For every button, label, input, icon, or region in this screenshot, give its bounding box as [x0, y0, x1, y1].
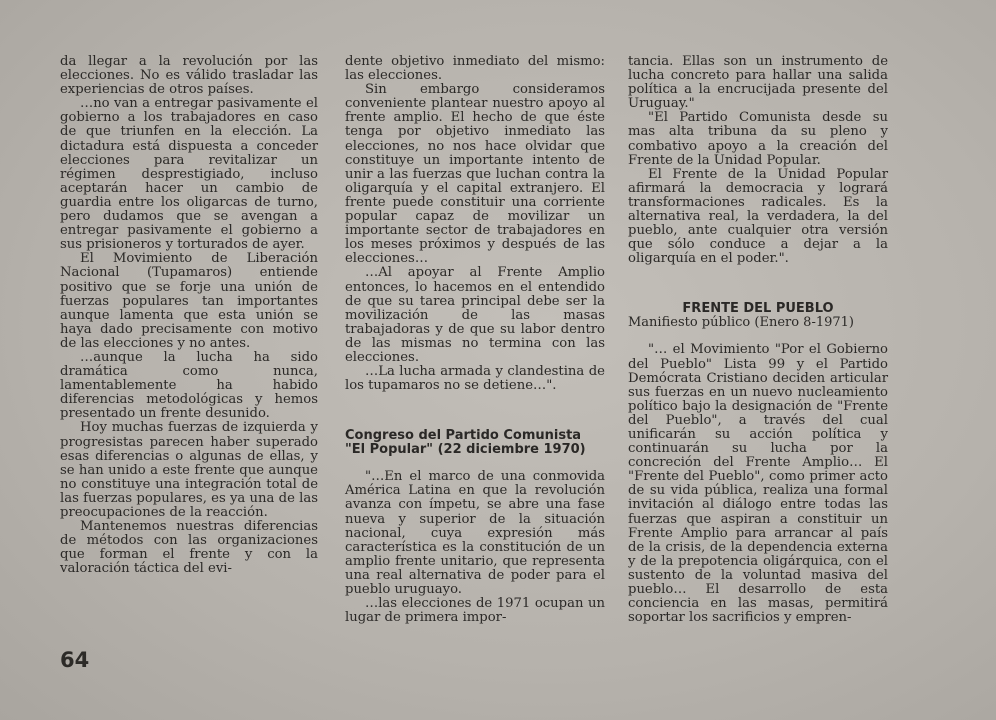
paragraph: El Movimiento de Liberación Nacional (Tupamaros) entiende positivo que se forje una unión de fuerzas populares tan importantes aunque lamenta que esta unión se haya dado precisamente con motivo de las elecciones y no antes.	[60, 251, 318, 351]
paragraph: …La lucha armada y clandestina de los tupamaros no se detiene…".	[345, 364, 605, 394]
column-right	[628, 55, 888, 625]
page-number: 64	[60, 648, 90, 672]
paragraph: …Al apoyar al Frente Amplio entonces, lo hacemos en el entendido de que su tarea principal debe ser la movilización de las masas trabajadoras y de que su labor dentro de las mismas no termina con las elecciones.	[345, 265, 605, 365]
heading-line: Congreso del Partido Comunista	[345, 428, 582, 444]
paragraph: "El Partido Comunista desde su mas alta tribuna da su pleno y combativo apoyo a la creación del Frente de la Unidad Popular.	[628, 110, 888, 168]
paragraph: Mantenemos nuestras diferencias de métodos con las organizaciones que forman el frente y con la valoración táctica del evi-	[60, 519, 318, 577]
section-heading-congreso	[345, 429, 605, 457]
paragraph: …no van a entregar pasivamente el gobierno a los trabajadores en caso de que triunfen en la elección. La dictadura está dispuesta a conceder elecciones para revitalizar un régimen desprestigiado, incluso aceptarán hacer un cambio de guardia entre los oligarcas de turno, pero dudamos que se avengan a entregar pasivamente el gobierno a sus prisioneros y torturados de ayer.	[60, 96, 318, 253]
paragraph: dente objetivo inmediato del mismo: las elecciones.	[345, 54, 605, 84]
heading-line: FRENTE DEL PUEBLO	[682, 301, 834, 317]
heading-line: "El Popular" (22 diciembre 1970)	[345, 442, 586, 458]
paragraph: …aunque la lucha ha sido dramática como nunca, lamentablemente ha habido diferencias metodológicas y hemos presentado un frente desunido.	[60, 349, 318, 422]
heading-subtitle: Manifiesto público (Enero 8-1971)	[628, 315, 855, 331]
paragraph: tancia. Ellas son un instrumento de lucha concreto para hallar una salida política a la encrucijada presente del Uruguay."	[628, 54, 888, 112]
column-middle	[345, 55, 605, 625]
paragraph: da llegar a la revolución por las elecciones. No es válido trasladar las experiencias de otros países.	[60, 54, 318, 98]
column-left	[60, 55, 318, 576]
paragraph: …las elecciones de 1971 ocupan un lugar de primera impor-	[345, 596, 605, 626]
paragraph: "… el Movimiento "Por el Gobierno del Pueblo" Lista 99 y el Partido Demócrata Cristiano deciden articular sus fuerzas en un nuevo nucleamiento político bajo la designación de "Frente del Pueblo", a través del cual unificarán su acción política y continuarán su lucha por la concreción del Frente Amplio… El "Frente del Pueblo", como primer acto de su vida pública, realiza una formal invitación al diálogo entre todas las fuerzas que aspiran a constituir un Frente Amplio para arrancar al país de la crisis, de la dependencia externa y de la prepotencia oligárquica, con el sustento de la voluntad masiva del pueblo… El desarrollo de esta conciencia en las masas, permitirá soportar los sacrificios y empren-	[628, 342, 888, 626]
paragraph: "…En el marco de una conmovida América Latina en que la revolución avanza con ímpetu, se abre una fase nueva y superior de la situación nacional, cuya expresión más característica es la constitución de un amplio frente unitario, que representa una real alternativa de poder para el pueblo uruguayo.	[345, 469, 605, 597]
paragraph: Hoy muchas fuerzas de izquierda y progresistas parecen haber superado esas diferencias o algunas de ellas, y se han unido a este frente que aunque no constituye una integración total de las fuerzas populares, es ya una de las preocupaciones de la reacción.	[60, 420, 318, 520]
paragraph: El Frente de la Unidad Popular afirmará la democracia y logrará transformaciones radicales. Es la alternativa real, la verdadera, la del pueblo, ante cualquier otra versión que sólo conduce a dejar a la oligarquía en el poder.".	[628, 166, 888, 267]
paragraph: Sin embargo consideramos conveniente plantear nuestro apoyo al frente amplio. El hecho de que éste tenga por objetivo inmediato las elecciones, no nos hace olvidar que constituye un importante intento de unir a las fuerzas que luchan contra la oligarquía y el capital extranjero. El frente puede constituir una corriente popular capaz de movilizar un importante sector de trabajadores en los meses próximos y después de las elecciones…	[345, 82, 605, 267]
section-heading-frente-del-pueblo	[628, 302, 888, 330]
